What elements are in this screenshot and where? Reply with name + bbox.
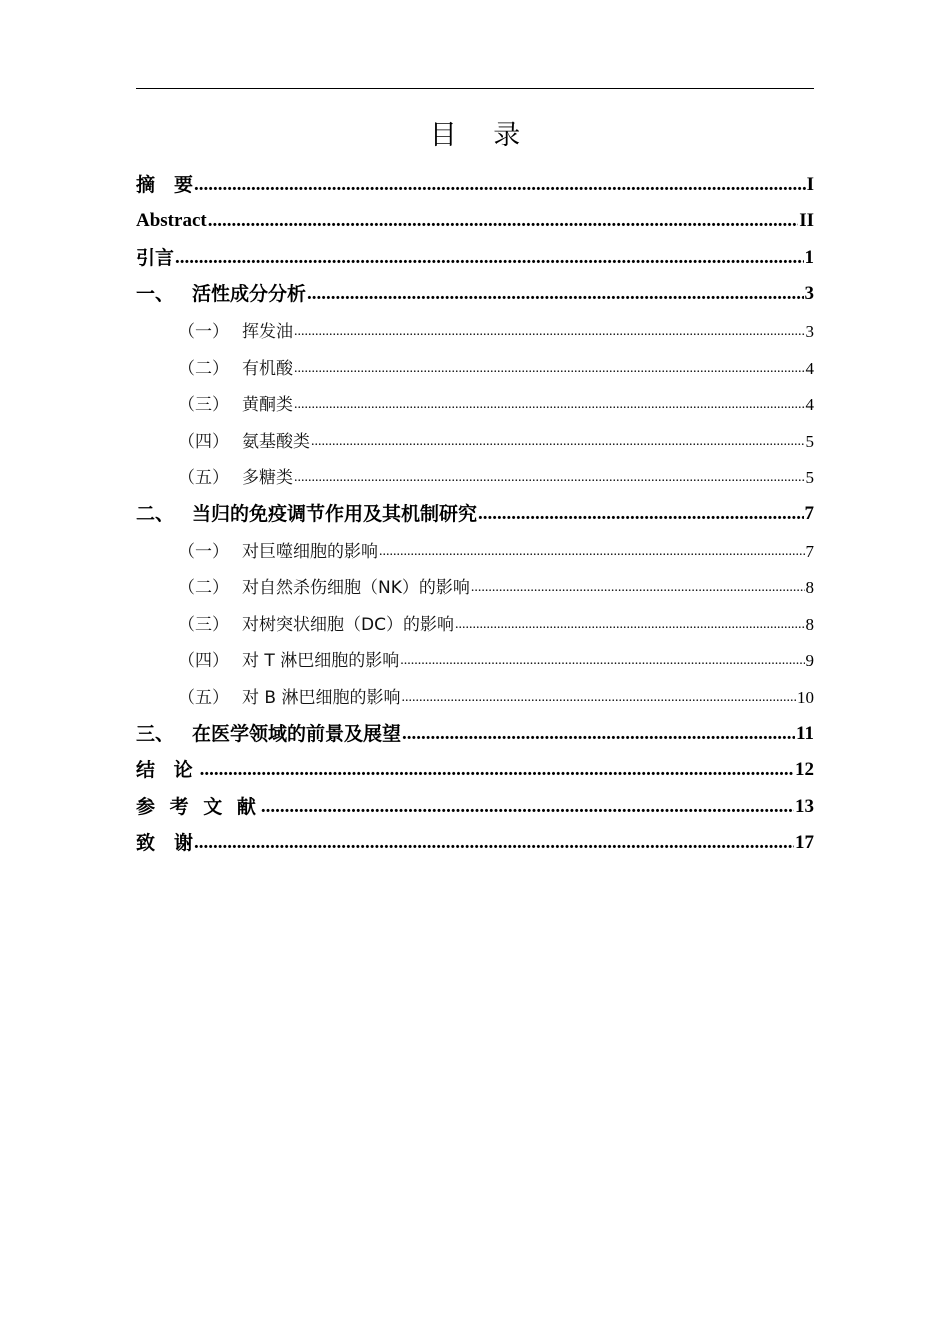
toc-entry-abstract-cn[interactable] [136,162,814,199]
toc-page-number: 4 [805,358,814,378]
toc-page-number: 3 [805,321,814,341]
toc-entry-text: 多糖类 [242,468,293,489]
toc-entry-2-1[interactable] [136,528,814,565]
toc-entry-label: 引言 [136,246,175,269]
toc-entry-text: 氨基酸类 [242,431,310,452]
dot-leader [478,500,803,528]
toc-entry-references[interactable] [136,784,814,821]
toc-entry-label [178,319,293,345]
toc-entry-1-2[interactable] [136,345,814,382]
toc-entry-number: （三） [178,395,229,416]
toc-entry-number: （三） [178,614,229,635]
toc-entry-label: 结 论 [136,759,199,782]
dot-leader [307,280,803,308]
toc-entry-label [178,648,399,674]
toc-page-number: 5 [805,431,814,451]
toc-entry-number: （四） [178,651,229,672]
dot-leader [208,207,799,235]
table-of-contents [136,162,814,857]
toc-entry-text: 对自然杀伤细胞（NK）的影响 [242,578,470,599]
toc-entry-chapter-3[interactable] [136,711,814,748]
toc-page-number: I [806,173,814,195]
toc-entry-label [136,500,477,528]
toc-page-number: 7 [805,541,814,561]
toc-page-number: 11 [796,722,814,744]
toc-entry-label: 参 考 文 献 [136,795,260,818]
toc-entry-text: 对树突状细胞（DC）的影响 [242,614,454,635]
dot-leader [311,429,805,455]
toc-page-number: 7 [804,502,814,524]
toc-entry-2-4[interactable] [136,638,814,675]
toc-entry-label [178,392,293,418]
toc-page-number: 3 [804,283,814,305]
toc-entry-number: （五） [178,687,229,708]
toc-entry-number: 一、 [136,283,175,306]
toc-entry-2-3[interactable] [136,601,814,638]
toc-entry-number: （四） [178,431,229,452]
toc-entry-label [178,429,310,455]
toc-page-number: 17 [795,832,814,854]
dot-leader [379,539,805,565]
header-rule [136,88,814,89]
toc-entry-label [178,685,400,711]
dot-leader [401,685,796,711]
dot-leader [402,720,795,748]
dot-leader [471,575,805,601]
toc-entry-number: （一） [178,321,229,342]
toc-entry-2-5[interactable] [136,674,814,711]
toc-entry-label: Abstract [136,210,207,232]
toc-entry-label [136,720,401,748]
toc-page-number: 4 [805,395,814,415]
toc-entry-1-5[interactable] [136,455,814,492]
toc-entry-label: 致 谢 [136,832,194,855]
toc-entry-text: 对 T 淋巴细胞的影响 [242,651,400,672]
toc-entry-number: （五） [178,468,229,489]
dot-leader [175,244,803,272]
toc-page-number: 9 [805,651,814,671]
toc-entry-acknowledgements[interactable] [136,821,814,858]
toc-entry-introduction[interactable] [136,235,814,272]
toc-entry-1-3[interactable] [136,382,814,419]
toc-entry-2-2[interactable] [136,565,814,602]
toc-page-number: 13 [795,795,814,817]
toc-entry-label [136,280,306,308]
toc-entry-text: 在医学领域的前景及展望 [192,722,402,745]
toc-entry-abstract-en[interactable] [136,199,814,236]
toc-page-number: 12 [795,759,814,781]
toc-entry-chapter-1[interactable] [136,272,814,309]
toc-entry-text: 黄酮类 [242,395,293,416]
toc-page-number: 1 [804,246,814,268]
toc-entry-number: （一） [178,541,229,562]
toc-page-number: 5 [805,468,814,488]
toc-page-number: II [799,210,814,232]
dot-leader [294,465,805,491]
toc-entry-label [178,539,378,565]
toc-entry-text: 挥发油 [242,321,293,342]
toc-entry-text: 活性成分分析 [192,283,307,306]
toc-entry-chapter-2[interactable] [136,491,814,528]
dot-leader [294,319,805,345]
dot-leader [294,356,805,382]
toc-entry-text: 当归的免疫调节作用及其机制研究 [192,502,478,525]
toc-entry-1-4[interactable] [136,418,814,455]
toc-page-number: 8 [805,614,814,634]
toc-entry-number: 三、 [136,722,175,745]
toc-entry-text: 对巨噬细胞的影响 [242,541,378,562]
dot-leader [294,392,805,418]
toc-title: 目 录 [429,120,535,151]
toc-entry-label: 摘 要 [136,173,194,196]
toc-entry-label [178,612,454,638]
toc-entry-conclusion[interactable] [136,748,814,785]
toc-entry-label [178,356,293,382]
toc-entry-label [178,465,293,491]
toc-entry-text: 对 B 淋巴细胞的影响 [242,687,401,708]
dot-leader [261,793,794,821]
dot-leader [455,612,805,638]
toc-entry-text: 有机酸 [242,358,293,379]
toc-entry-number: （二） [178,578,229,599]
dot-leader [200,756,794,784]
toc-page-number: 8 [805,578,814,598]
dot-leader [194,171,806,199]
toc-entry-label [178,575,470,601]
toc-entry-number: 二、 [136,502,175,525]
toc-entry-number: （二） [178,358,229,379]
toc-entry-1-1[interactable] [136,308,814,345]
dot-leader [400,648,804,674]
toc-page-number: 10 [797,687,814,707]
dot-leader [194,829,794,857]
